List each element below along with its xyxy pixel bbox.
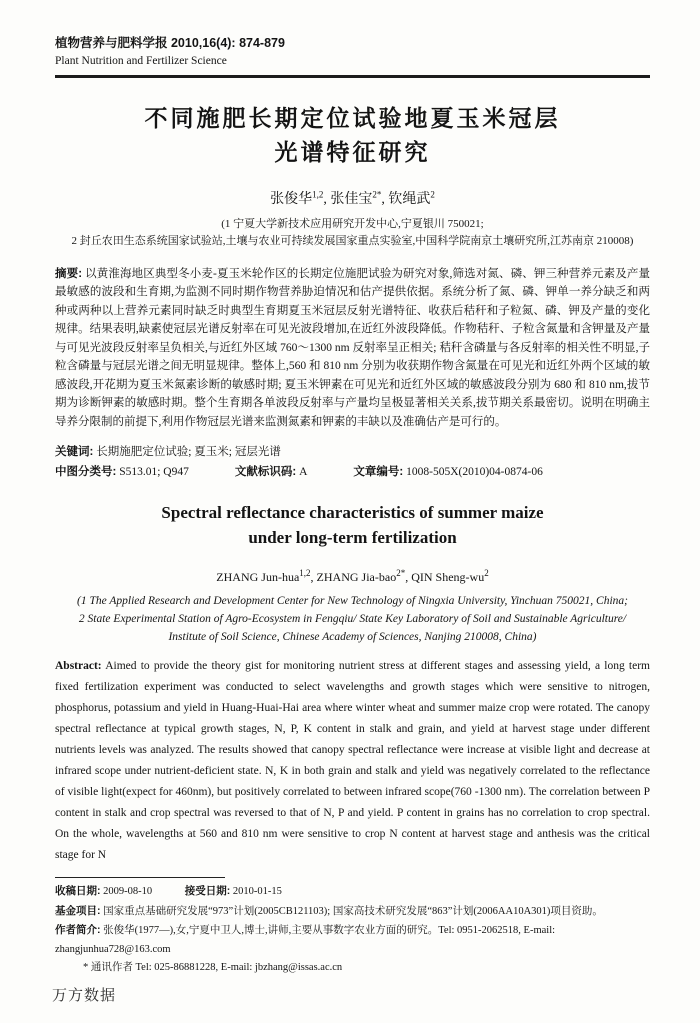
author-sep: , <box>323 191 331 207</box>
article-title-en <box>55 500 650 550</box>
corresponding-text: 通讯作者 Tel: 025-86881228, E-mail: jbzhang@issas.ac.cn <box>88 962 343 974</box>
article-title-cn <box>55 102 650 170</box>
author-cn-1-sup: 1,2 <box>312 189 324 199</box>
article-title-en-line2: under long-term fertilization <box>248 527 457 547</box>
article-id-value: 1008-505X(2010)04-0874-06 <box>403 466 543 479</box>
abstract-cn <box>55 265 650 432</box>
footnote-dates <box>55 882 650 902</box>
fund-text: 国家重点基础研究发展“973”计划(2005CB121103); 国家高技术研究发展“863”计划(2006AA10A301)项目资助。 <box>100 905 603 917</box>
author-cn-2 <box>330 189 389 207</box>
footnote-block <box>55 882 650 978</box>
abstract-cn-label: 摘要: <box>55 267 83 280</box>
journal-title-en: Plant Nutrition and Fertilizer Science <box>55 55 227 67</box>
author-en-1-sup: 1,2 <box>299 567 311 578</box>
footnote-bio <box>55 921 650 959</box>
author-sep: , <box>381 191 389 207</box>
accepted-date-label: 接受日期: <box>184 885 231 898</box>
author-en-2-name: ZHANG Jia-bao <box>316 569 397 584</box>
abstract-en-label: Abstract: <box>55 659 102 672</box>
author-en-1 <box>216 567 317 584</box>
clc-label: 中图分类号: <box>55 466 117 479</box>
corresponding-marker: * <box>83 962 89 974</box>
author-cn-1-name: 张俊华 <box>270 191 313 207</box>
document-code <box>235 463 308 482</box>
received-date-value: 2009-08-10 <box>100 886 153 898</box>
author-cn-2-sup: 2* <box>372 189 382 199</box>
article-id-label: 文章编号: <box>353 466 404 479</box>
received-date-label: 收稿日期: <box>55 885 101 898</box>
journal-title-cn: 植物营养与肥料学报 2010,16(4): 874-879 <box>55 36 285 50</box>
affiliation-cn-2: 2 封丘农田生态系统国家试验站,土壤与农业可持续发展国家重点实验室,中国科学院南京土壤研究所,江苏南京 210008) <box>71 234 634 247</box>
author-cn-3 <box>388 189 435 207</box>
article-title-cn-line1: 不同施肥长期定位试验地夏玉米冠层 <box>144 106 561 131</box>
affiliation-en-2: 2 State Experimental Station of Agro-Ecosystem in Fengqiu/ State Key Laboratory of Soil and Sustainable Agriculture/ <box>78 612 627 625</box>
abstract-cn-text: 以黄淮海地区典型冬小麦-夏玉米轮作区的长期定位施肥试验为研究对象,筛选对氮、磷、钾三种营养元素及产量最敏感的波段和生育期,为监测不同时期作物营养胁迫情况和估产提供依据。系统分析了氮、磷、钾单一养分缺乏和两种或两种以上营养元素同时缺乏时典型生育期夏玉米冠层反射光谱特征、收获后秸秆和子粒氮、磷、钾及产量的变化规律。结果表明,缺素使冠层光谱反射率在可见光波段增加,在近红外波段降低。作物秸秆、子粒含氮量和含钾量及产量与可见光波段反射率呈负相关,与近红外区域 760～1300 nm 反射率呈正相关; 秸秆含磷量与各反射率的相关性不明显,子粒含磷量与冠层光谱之间无明显规律。整体上,560 和 810 nm 分别为收获期作物含氮量在可见光和近红外两个区域的敏感波段,开花期为夏玉米氮素诊断的敏感时期; 夏玉米钾素在可见光和近红外区域的敏感波段分别为 680 和 810 nm,拔节期为诊断钾素的敏感时期。整个生育期各单波段反射率与产量均呈极显著相关关系,拔节期关系最密切。说明在明确主导养分限制的前提下,利用作物冠层光谱来监测氮素和钾素的丰缺以及准确估产是可行的。 <box>55 267 650 428</box>
affiliation-cn-1: (1 宁夏大学新技术应用研究开发中心,宁夏银川 750021; <box>221 217 484 230</box>
author-en-2 <box>316 567 412 584</box>
author-en-3-name: QIN Sheng-wu <box>411 569 485 584</box>
authors-cn <box>55 184 650 210</box>
received-date <box>55 886 152 897</box>
article-title-cn-line2: 光谱特征研究 <box>274 140 431 165</box>
document-code-label: 文献标识码: <box>234 466 297 479</box>
journal-header <box>55 34 650 78</box>
author-en-3 <box>411 567 489 584</box>
accepted-date <box>185 886 282 897</box>
author-cn-3-sup: 2 <box>430 189 435 199</box>
clc-value: S513.01; Q947 <box>116 466 189 479</box>
abstract-en-text: Aimed to provide the theory gist for monitoring nutrient stress at different stages and assessing yield, a long term fixed fertilization experiment was conducted to select wavelengths and growth stages which were sensitive to nitrogen, phosphorus, potassium and yield in Huang-Huai-Hai area where winter wheat and summer maize crop were rotated. The canopy spectral reflectance at typical growth stages, N, P, K content in stalk and grain, and yield at harvest stage under different nutrients levels was analyzed. The results showed that canopy spectral reflectance were increase at visible light and decrease at infrared scope under nutrient-deficient state. N, K in both grain and stalk and yield was negatively correlated to the reflectance of visible light(expect for 460nm), but positively correlated to between infrared scope(760 -1300 nm). The correlation between P content in stalk and crop spectral was reversed to that of N, P and yield. P content in grains has no correlation to crop spectral. On the whole, wavelengths at 560 and 810 nm were sensitive to crop N content at harvest stage and anthesis was the critical stage for N <box>55 659 650 861</box>
document-code-value: A <box>296 466 308 479</box>
keywords-label: 关键词: <box>55 445 94 458</box>
article-id <box>353 463 542 482</box>
affiliations-cn <box>55 216 650 250</box>
author-en-1-name: ZHANG Jun-hua <box>216 569 300 584</box>
footnote-corresponding <box>55 959 650 978</box>
header-rule <box>55 75 650 78</box>
footnote-fund <box>55 902 650 922</box>
author-en-3-sup: 2 <box>484 567 489 578</box>
authors-en <box>55 564 650 586</box>
author-cn-1 <box>270 189 331 207</box>
author-cn-3-name: 钦绳武 <box>388 191 431 207</box>
accepted-date-value: 2010-01-15 <box>230 886 282 898</box>
keywords-cn <box>55 443 650 462</box>
abstract-en <box>55 656 650 866</box>
author-sep: , <box>405 569 412 584</box>
footnote-rule <box>55 877 225 878</box>
author-cn-2-name: 张佳宝 <box>330 191 373 207</box>
fund-label: 基金项目: <box>55 904 101 917</box>
affiliations-en <box>55 592 650 646</box>
bio-text: 张俊华(1977—),女,宁夏中卫人,博士,讲师,主要从事数字农业方面的研究。Tel: 0951-2062518, E-mail: zhangjunhua728@163.com <box>55 925 556 955</box>
affiliation-en-1: (1 The Applied Research and Development Center for New Technology of Ningxia University, Yinchuan 750021, China; <box>77 594 628 607</box>
clc-number <box>55 463 189 482</box>
keywords-text: 长期施肥定位试验; 夏玉米; 冠层光谱 <box>93 445 281 458</box>
article-title-en-line1: Spectral reflectance characteristics of summer maize <box>161 502 544 522</box>
wanfang-watermark: 万方数据 <box>52 987 117 1004</box>
bio-label: 作者简介: <box>55 924 101 937</box>
author-sep: , <box>310 569 317 584</box>
article-meta <box>55 463 650 482</box>
affiliation-en-3: Institute of Soil Science, Chinese Academy of Sciences, Nanjing 210008, China) <box>168 630 537 643</box>
author-en-2-sup: 2* <box>396 567 406 578</box>
